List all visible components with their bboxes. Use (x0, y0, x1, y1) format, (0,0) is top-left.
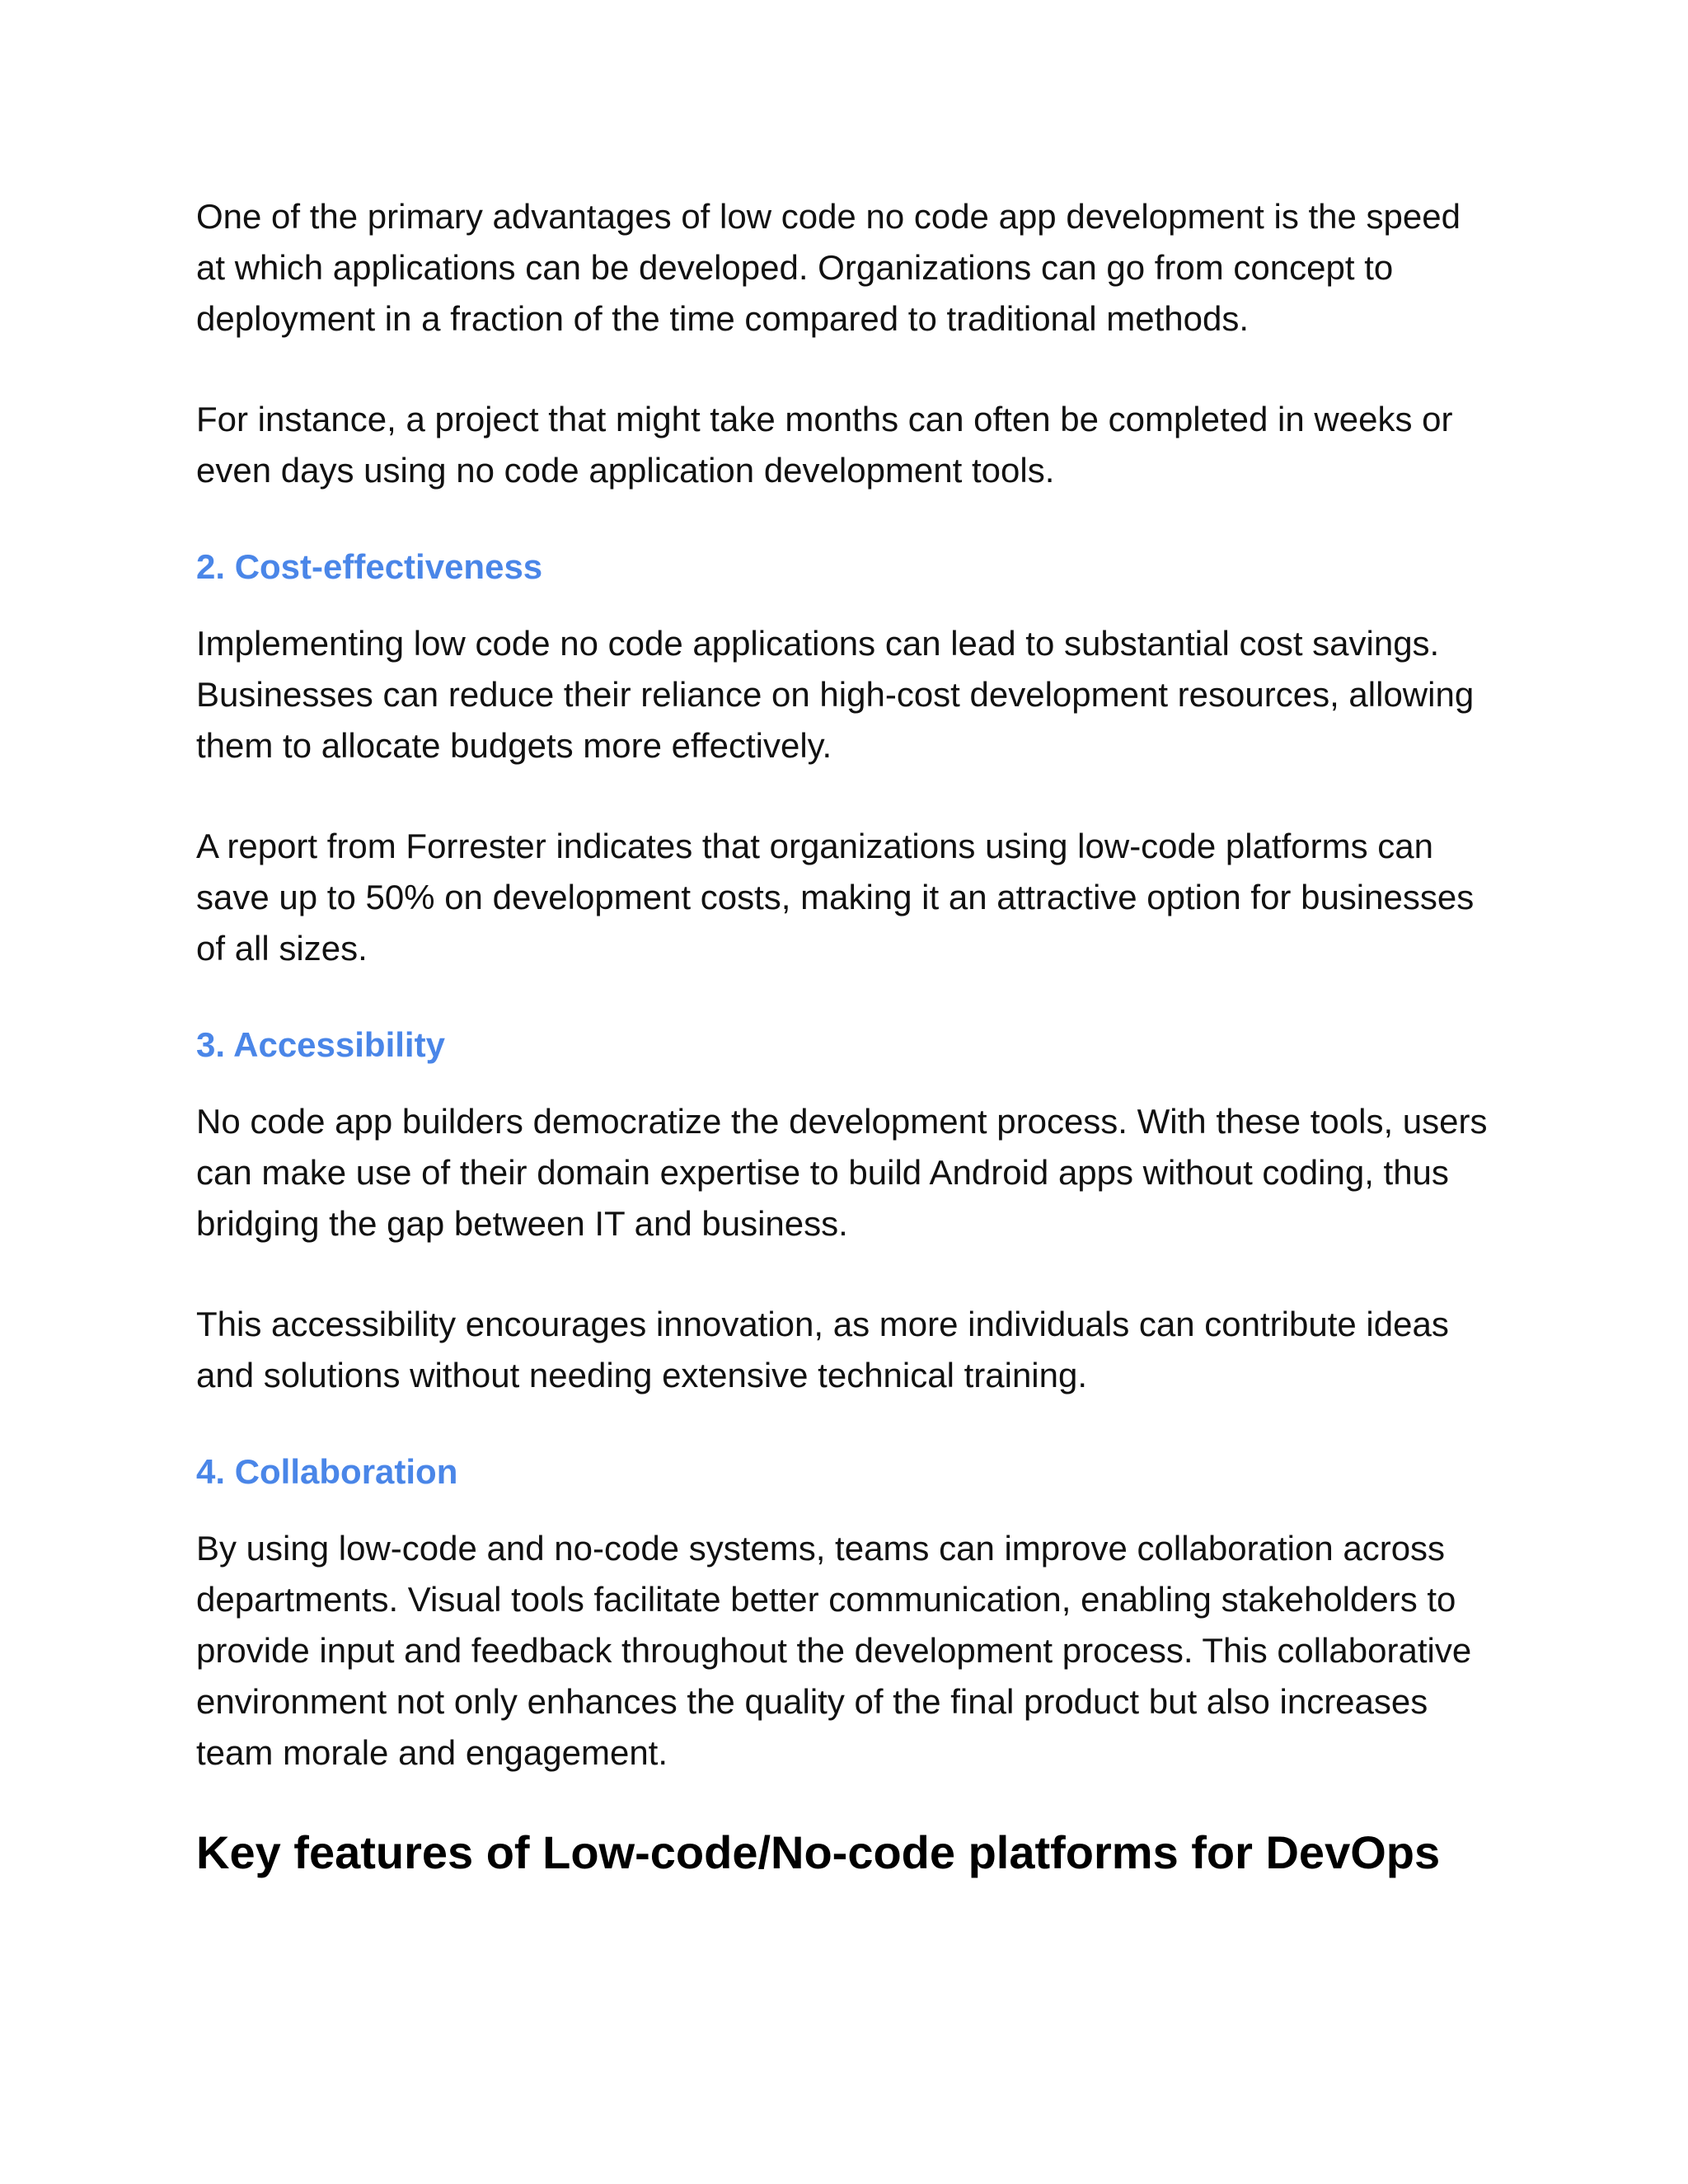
accessibility-paragraph-1: No code app builders democratize the development process. With these tools, users can make use of their domain expertise to build Android apps without coding, thus bridging the gap between IT and business. (196, 1102, 1488, 1243)
subheading-cost-effectiveness: 2. Cost-effectiveness (196, 547, 543, 586)
cost-effectiveness-paragraph-2: A report from Forrester indicates that organizations using low-code platforms can save up to 50% on development costs, making it an attractive option for businesses of all sizes. (196, 827, 1475, 968)
intro-paragraph-2: For instance, a project that might take months can often be completed in weeks or even days using no code application development tools. (196, 400, 1453, 490)
subheading-collaboration: 4. Collaboration (196, 1452, 458, 1491)
intro-paragraph-1: One of the primary advantages of low code no code app development is the speed at which applications can be developed. Organizations can go from concept to deployment in a fraction of the time compared to traditional methods. (196, 197, 1461, 338)
accessibility-paragraph-2: This accessibility encourages innovation, as more individuals can contribute ideas and solutions without needing extensive technical training. (196, 1305, 1449, 1394)
collaboration-paragraph-1: By using low-code and no-code systems, teams can improve collaboration across departments. Visual tools facilitate better communication, enabling stakeholders to provide input and feedback throughout the development process. This collaborative environment not only enhances the quality of the final product but also increases team morale and engagement. (196, 1529, 1472, 1772)
section-heading-key-features: Key features of Low-code/No-code platforms for DevOps (196, 1826, 1441, 1878)
cost-effectiveness-paragraph-1: Implementing low code no code applications can lead to substantial cost savings. Businesses can reduce their reliance on high-cost development resources, allowing them to allocate budgets more effectively. (196, 624, 1475, 765)
document-body (196, 191, 1498, 1884)
subheading-accessibility: 3. Accessibility (196, 1025, 445, 1064)
